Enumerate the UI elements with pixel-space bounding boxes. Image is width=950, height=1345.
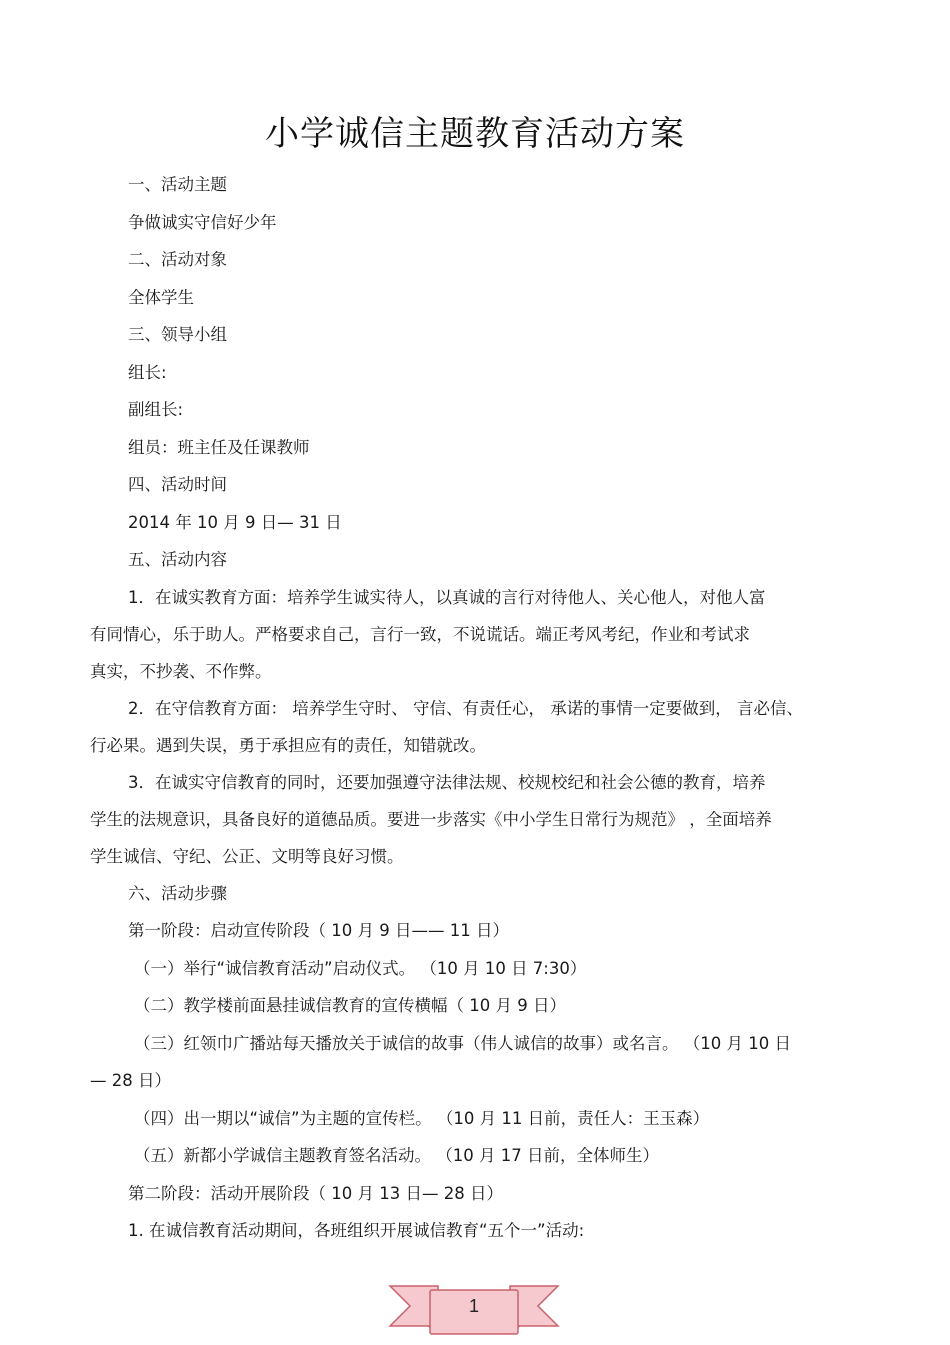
stage-1-heading: 第一阶段：启动宣传阶段（ 10 月 9 日—— 11 日） (128, 921, 509, 940)
section-heading-content: 五、活动内容 (128, 550, 227, 569)
audience-text: 全体学生 (128, 287, 194, 307)
time-text: 2014 年 10 月 9 日— 31 日 (128, 512, 342, 532)
paragraph-3-line-1: 3．在诚实守信教育的同时，还要加强遵守法律法规、校规校纪和社会公德的教育，培养 (128, 772, 766, 792)
paragraph-3-line-2: 学生的法规意识，具备良好的道德品质。要进一步落实《中小学生日常行为规范》 ，全面培养 (90, 809, 772, 829)
paragraph-2-line-2: 行必果。遇到失误，勇于承担应有的责任，知错就改。 (90, 735, 486, 755)
paragraph-1-line-3: 真实，不抄袭、不作弊。 (90, 661, 272, 681)
paragraph-3-line-3: 学生诚信、守纪、公正、文明等良好习惯。 (90, 846, 404, 866)
stage-1-item-1: （一）举行“诚信教育活动”启动仪式。 （10 月 10 日 7:30） (134, 958, 587, 978)
section-heading-steps: 六、活动步骤 (128, 883, 227, 903)
deputy-leader-line: 副组长: (128, 400, 184, 419)
stage-1-item-5: （五）新都小学诚信主题教育签名活动。 （10 月 17 日前，全体师生） (134, 1146, 659, 1165)
theme-text: 争做诚实守信好少年 (128, 212, 277, 232)
page-number-ribbon (388, 1280, 560, 1336)
stage-1-item-4: （四）出一期以“诚信”为主题的宣传栏。 （10 月 11 日前，责任人：王玉森） (134, 1108, 710, 1128)
stage-1-item-2: （二）教学楼前面悬挂诚信教育的宣传横幅（ 10 月 9 日） (134, 996, 566, 1015)
document-title: 小学诚信主题教育活动方案 (265, 114, 685, 154)
stage-2-heading: 第二阶段：活动开展阶段（ 10 月 13 日— 28 日） (128, 1183, 503, 1203)
paragraph-1-line-1: 1．在诚实教育方面：培养学生诚实待人，以真诚的言行对待他人、关心他人，对他人富 (128, 587, 766, 607)
section-heading-time: 四、活动时间 (128, 475, 227, 494)
leader-line: 组长: (128, 362, 167, 382)
section-heading-audience: 二、活动对象 (128, 250, 227, 269)
paragraph-1-line-2: 有同情心，乐于助人。严格要求自己，言行一致，不说谎话。端正考风考纪，作业和考试求 (90, 624, 750, 644)
paragraph-2-line-1: 2．在守信教育方面： 培养学生守时、 守信、有责任心， 承诺的事情一定要做到， 言必信、 (128, 698, 803, 718)
stage-1-item-3-line-1: （三）红领巾广播站每天播放关于诚信的故事（伟人诚信的故事）或名言。 （10 月 10 日 (134, 1033, 791, 1053)
stage-2-item-1: 1. 在诚信教育活动期间，各班组织开展诚信教育“五个一”活动: (128, 1221, 585, 1240)
stage-1-item-3-line-2: — 28 日） (90, 1071, 171, 1090)
page-number: 1 (468, 1296, 479, 1316)
section-heading-theme: 一、活动主题 (128, 175, 227, 194)
document-body (90, 166, 865, 1250)
section-heading-leadership: 三、领导小组 (128, 325, 227, 344)
members-line: 组员：班主任及任课教师 (128, 437, 310, 457)
